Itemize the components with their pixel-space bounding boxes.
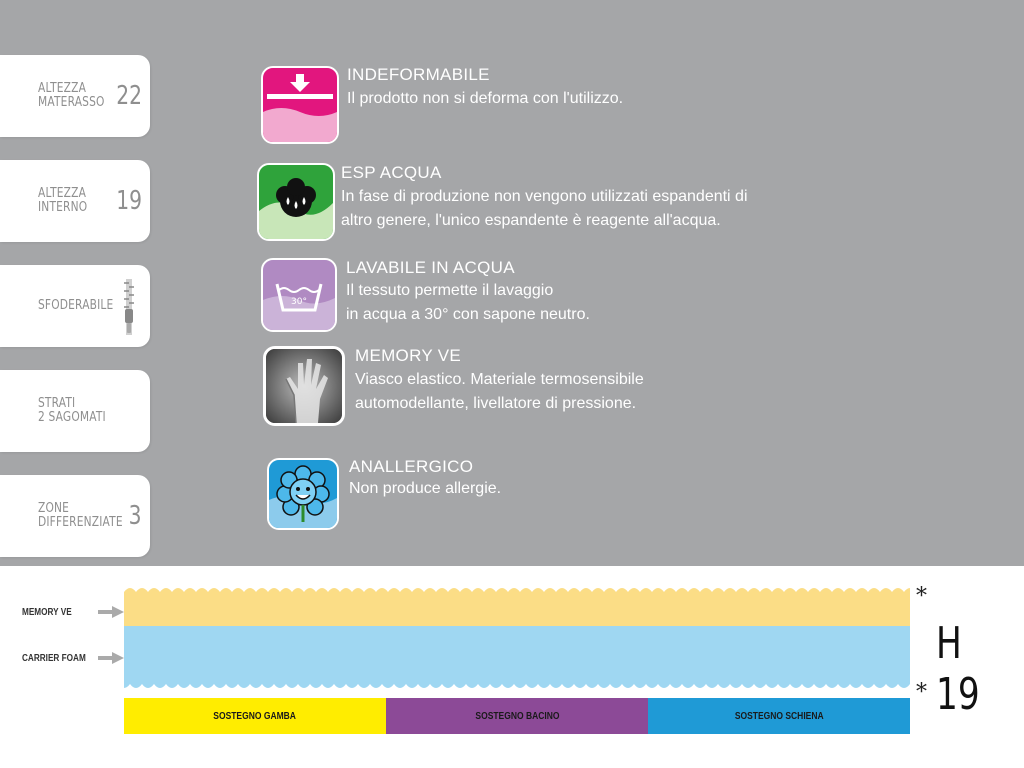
carrier-foam-layer: [124, 626, 910, 688]
zone-label: SOSTEGNO GAMBA: [213, 710, 297, 722]
wash-30-icon: [261, 258, 337, 332]
memory-ve-layer: [124, 588, 910, 626]
feature-title: LAVABILE IN ACQUA: [346, 258, 515, 277]
layer-label-memory: MEMORY VE: [22, 607, 72, 618]
asterisk-marker-top: *: [916, 584, 927, 609]
press-icon: [261, 66, 339, 144]
spec-altezza-materasso: [0, 55, 150, 137]
zone-bacino: [386, 698, 648, 734]
spec-label: ALTEZZA INTERNO: [38, 186, 88, 215]
feature-desc: Non produce allergie.: [349, 480, 502, 497]
feature-desc: In fase di produzione non vengono utilizzati espandenti di altro genere, l'unico espandente è reagente all'acqua.: [341, 188, 748, 229]
spec-zone-differenziate: [0, 475, 150, 557]
spec-value: 22: [116, 81, 142, 111]
spec-sfoderabile: [0, 265, 150, 347]
water-drops-icon: [257, 163, 335, 241]
wash-temperature: 30°: [291, 297, 307, 307]
zipper-icon: [122, 279, 136, 335]
feature-title: ESP ACQUA: [341, 163, 442, 182]
flower-icon: [267, 458, 339, 530]
spec-label: SFODERABILE: [38, 298, 114, 313]
feature-desc: Viasco elastico. Materiale termosensibile automodellante, livellatore di pressione.: [355, 371, 644, 412]
hand-print-icon: [263, 346, 345, 426]
spec-label: ALTEZZA MATERASSO: [38, 81, 105, 110]
spec-value: 3: [129, 501, 142, 531]
zone-label: SOSTEGNO BACINO: [474, 710, 560, 722]
spec-label: STRATI 2 SAGOMATI: [38, 396, 106, 425]
spec-value: 19: [116, 186, 142, 216]
layer-label-carrier: CARRIER FOAM: [22, 653, 86, 664]
height-label: H 19: [936, 618, 980, 720]
spec-strati: [0, 370, 150, 452]
zone-schiena: [648, 698, 910, 734]
layer-diagram: [124, 584, 910, 694]
arrow-right-icon: [98, 652, 124, 664]
feature-title: MEMORY VE: [355, 346, 461, 365]
zone-gamba: [124, 698, 386, 734]
spec-label: ZONE DIFFERENZIATE: [38, 501, 123, 530]
feature-desc: Il prodotto non si deforma con l'utilizzo.: [347, 90, 624, 107]
arrow-right-icon: [98, 606, 124, 618]
zone-label: SOSTEGNO SCHIENA: [734, 710, 824, 722]
asterisk-marker-bottom: *: [916, 680, 927, 705]
feature-desc: Il tessuto permette il lavaggio in acqua a 30° con sapone neutro.: [346, 282, 590, 323]
feature-title: ANALLERGICO: [349, 457, 474, 476]
feature-title: INDEFORMABILE: [347, 65, 490, 84]
spec-altezza-interno: [0, 160, 150, 242]
